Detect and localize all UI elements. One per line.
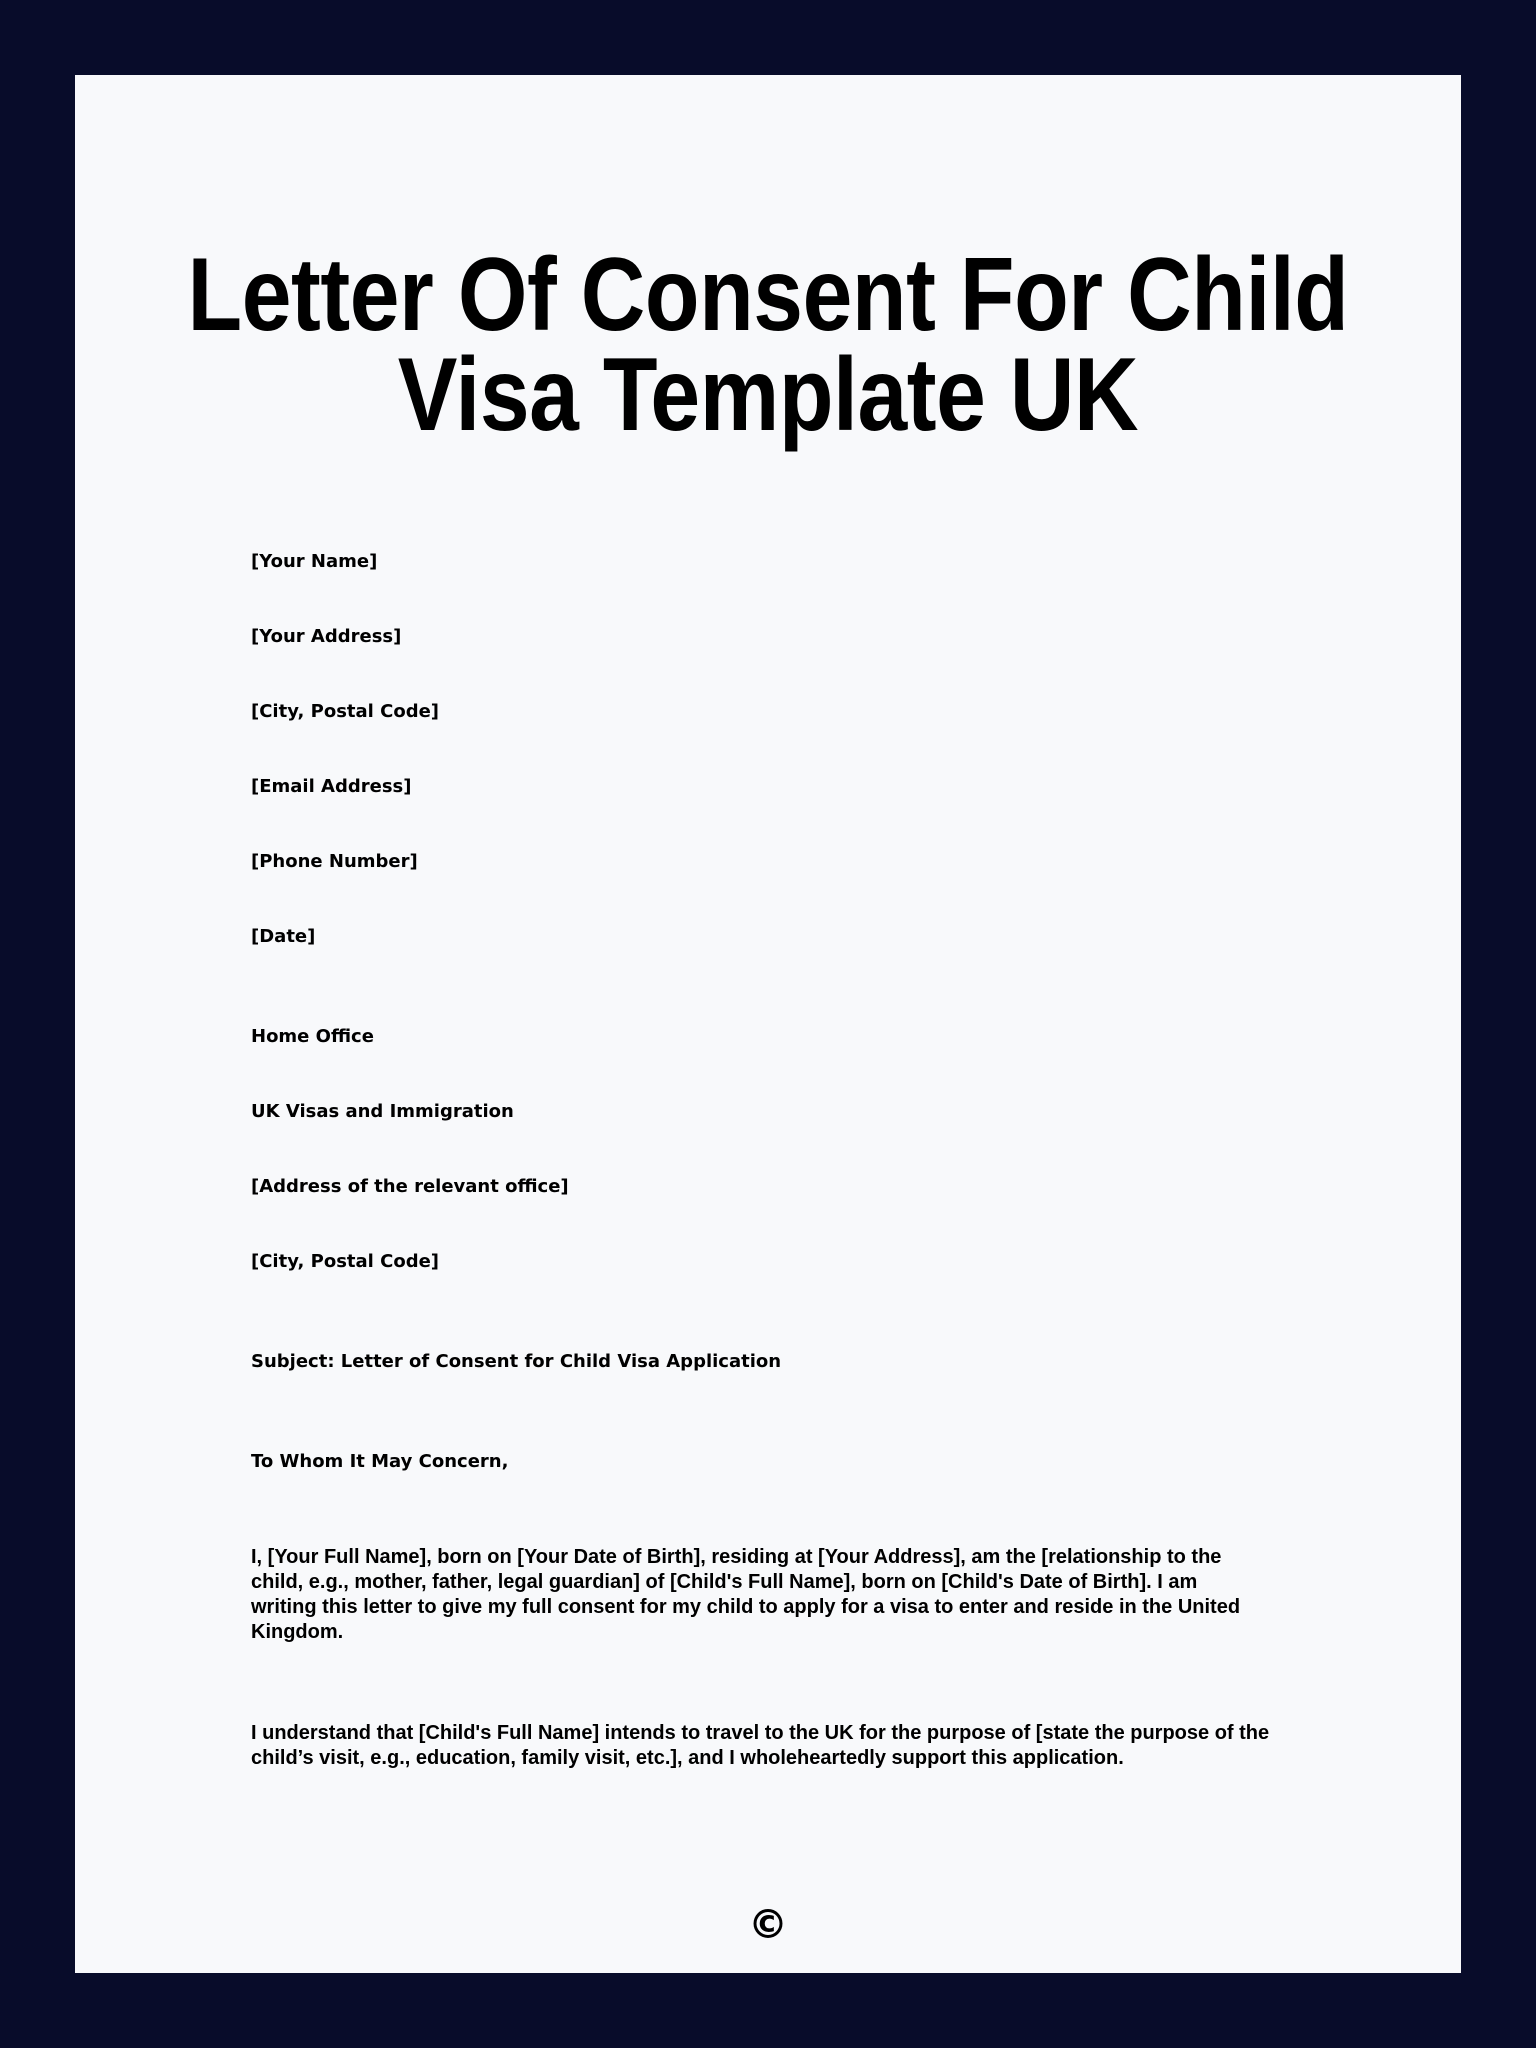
paragraph-line: Kingdom. <box>251 1621 344 1643</box>
subject-line: Subject: Letter of Consent for Child Visa Application <box>251 1351 782 1372</box>
recipient-dept: UK Visas and Immigration <box>251 1101 514 1122</box>
recipient-org: Home Office <box>251 1026 374 1047</box>
document-page <box>75 75 1461 1973</box>
paragraph-line: I understand that [Child's Full Name] intends to travel to the UK for the purpose of [state the purpose of the <box>251 1722 1270 1744</box>
recipient-city-postal: [City, Postal Code] <box>251 1251 440 1272</box>
body-paragraph-2 <box>251 1721 1291 1771</box>
sender-city-postal: [City, Postal Code] <box>251 701 440 722</box>
body-paragraph-1 <box>251 1545 1291 1645</box>
sender-phone: [Phone Number] <box>251 851 418 872</box>
recipient-address: [Address of the relevant office] <box>251 1176 569 1197</box>
sender-email: [Email Address] <box>251 776 412 797</box>
salutation: To Whom It May Concern, <box>251 1451 509 1472</box>
sender-address: [Your Address] <box>251 626 402 647</box>
title-line-2: Visa Template UK <box>397 337 1139 453</box>
paragraph-line: I, [Your Full Name], born on [Your Date of Birth], residing at [Your Address], am the [relationship to the <box>251 1546 1222 1568</box>
paragraph-line: child’s visit, e.g., education, family visit, etc.], and I wholeheartedly support this application. <box>251 1747 1124 1769</box>
title-line-1: Letter Of Consent For Child <box>187 237 1349 353</box>
paragraph-line: writing this letter to give my full consent for my child to apply for a visa to enter and reside in the United <box>251 1596 1241 1618</box>
copyright-icon: © <box>748 1902 788 1948</box>
paragraph-line: child, e.g., mother, father, legal guardian] of [Child's Full Name], born on [Child's Date of Birth]. I am <box>251 1571 1198 1593</box>
page-title <box>75 237 1461 453</box>
sender-name: [Your Name] <box>251 551 378 572</box>
sender-date: [Date] <box>251 926 316 947</box>
